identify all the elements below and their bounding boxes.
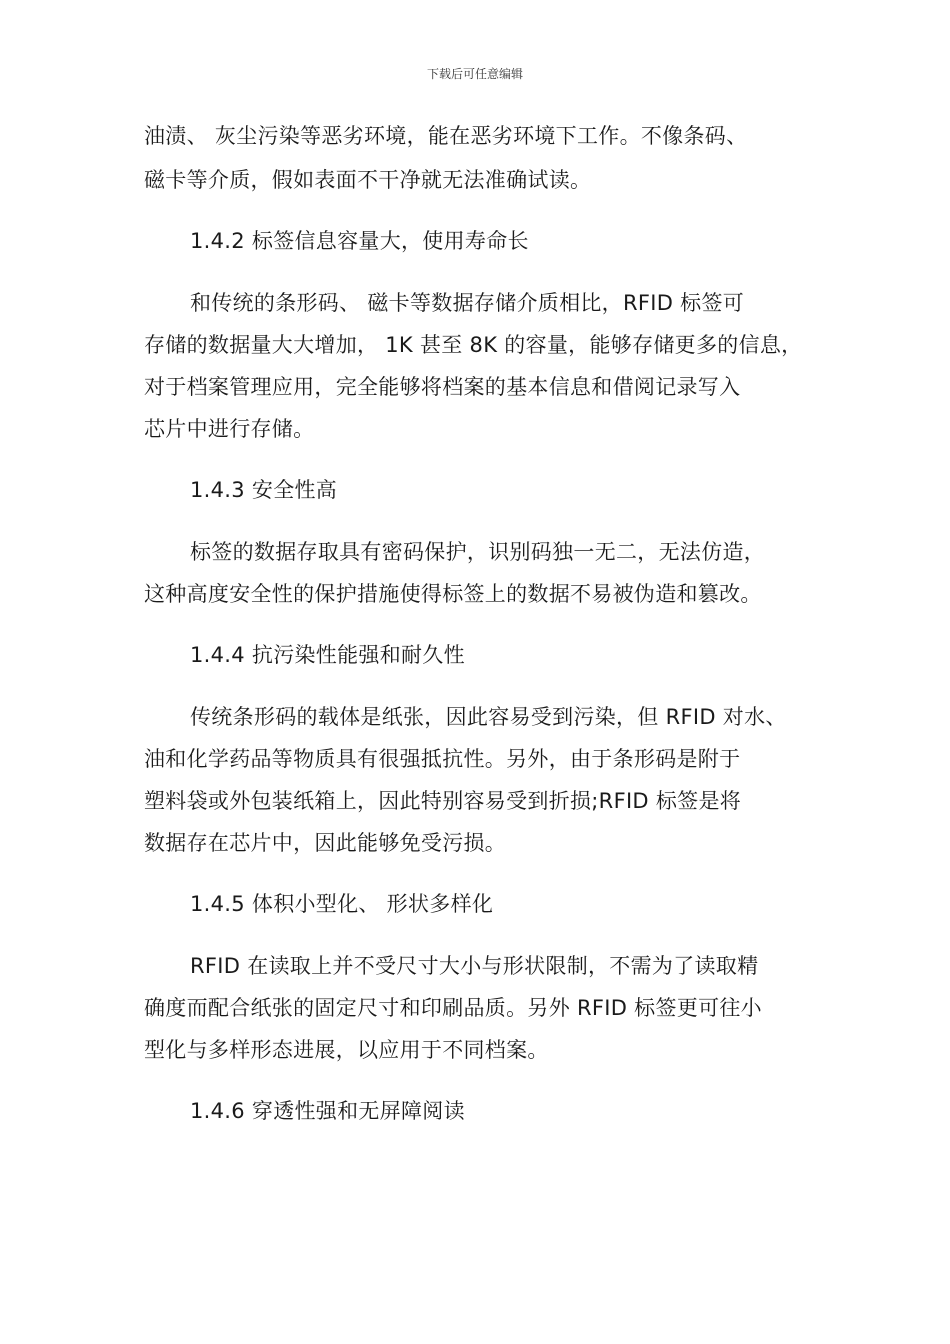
section-heading-1-4-5: 1.4.5 体积小型化、 形状多样化 bbox=[190, 892, 494, 916]
body-text-line: 油和化学药品等物质具有很强抵抗性。另外，由于条形码是附于 bbox=[144, 747, 741, 771]
section-heading-1-4-3: 1.4.3 安全性高 bbox=[190, 478, 338, 502]
body-text-line: 存储的数据量大大增加， 1K 甚至 8K 的容量，能够存储更多的信息， bbox=[144, 333, 803, 357]
body-text-line: 磁卡等介质，假如表面不干净就无法准确试读。 bbox=[144, 168, 592, 192]
body-text-line: 数据存在芯片中，因此能够免受污损。 bbox=[144, 831, 507, 855]
body-text-line: 这种高度安全性的保护措施使得标签上的数据不易被伪造和篡改。 bbox=[144, 582, 762, 606]
body-text-line: 芯片中进行存储。 bbox=[144, 417, 315, 441]
body-text-line: 油渍、 灰尘污染等恶劣环境，能在恶劣环境下工作。不像条码、 bbox=[144, 124, 748, 148]
page-header: 下载后可任意编辑 bbox=[426, 67, 523, 81]
body-text-line: RFID 在读取上并不受尺寸大小与形状限制，不需为了读取精 bbox=[190, 954, 759, 978]
section-heading-1-4-2: 1.4.2 标签信息容量大，使用寿命长 bbox=[190, 229, 529, 253]
section-heading-1-4-6: 1.4.6 穿透性强和无屏障阅读 bbox=[190, 1099, 465, 1123]
body-text-line: 和传统的条形码、 磁卡等数据存储介质相比，RFID 标签可 bbox=[190, 291, 745, 315]
body-text-line: 型化与多样形态进展，以应用于不同档案。 bbox=[144, 1038, 549, 1062]
body-text-line: 对于档案管理应用，完全能够将档案的基本信息和借阅记录写入 bbox=[144, 375, 741, 399]
section-heading-1-4-4: 1.4.4 抗污染性能强和耐久性 bbox=[190, 643, 465, 667]
body-text-line: 传统条形码的载体是纸张，因此容易受到污染，但 RFID 对水、 bbox=[190, 705, 787, 729]
body-text-line: 标签的数据存取具有密码保护，识别码独一无二，无法仿造， bbox=[190, 540, 766, 564]
body-text-line: 塑料袋或外包装纸箱上，因此特别容易受到折损;RFID 标签是将 bbox=[144, 789, 742, 813]
body-text-line: 确度而配合纸张的固定尺寸和印刷品质。另外 RFID 标签更可往小 bbox=[144, 996, 762, 1020]
